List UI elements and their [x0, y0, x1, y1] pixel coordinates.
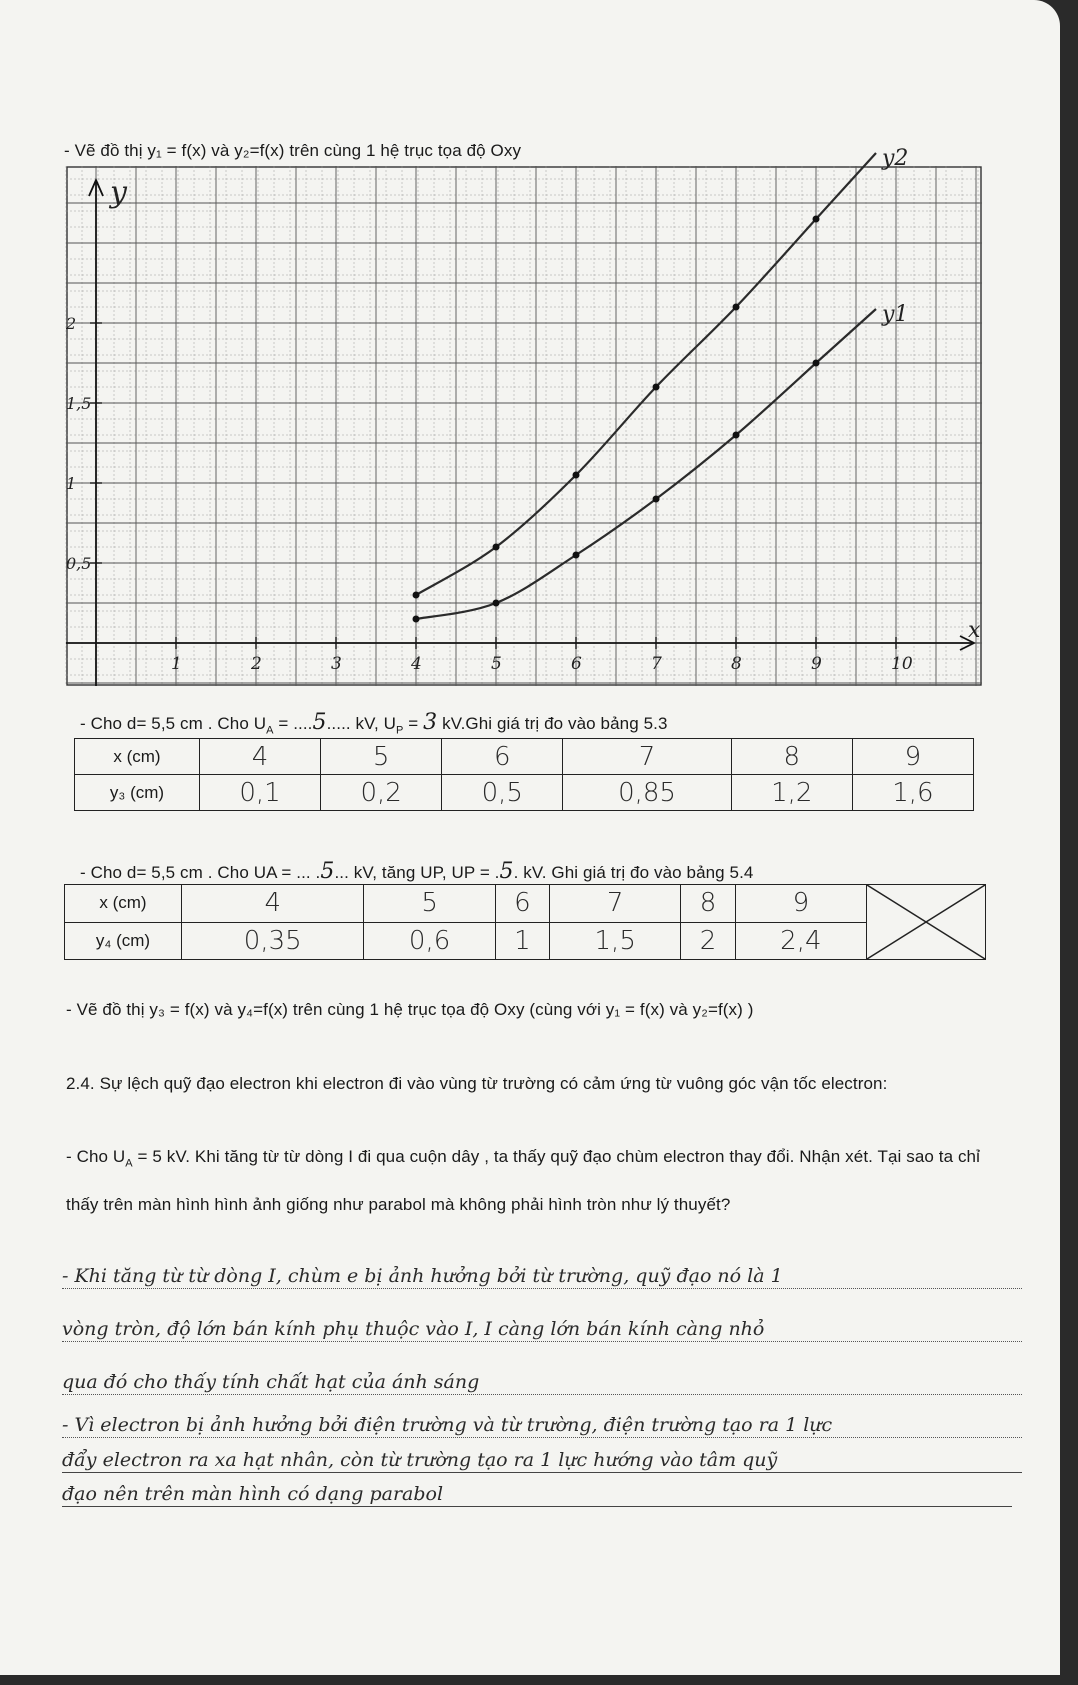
table1-y-cell: 0,1	[200, 775, 321, 811]
table2-x-cell: 4	[182, 885, 364, 923]
table1-y-cell: 0,5	[442, 775, 563, 811]
data-point-y2	[733, 304, 740, 311]
table2-y-cell: 2,4	[735, 922, 866, 960]
table2-x-cell: 6	[495, 885, 549, 923]
x-axis-label: x	[968, 618, 981, 643]
section1-heading: - Vẽ đồ thị y₁ = f(x) và y₂=f(x) trên cùng 1 hệ trục tọa độ Oxy	[64, 141, 522, 160]
section-2-4-title: 2.4. Sự lệch quỹ đạo electron khi electron đi vào vùng từ trường có cảm ứng từ vuông góc vận tốc electron:	[66, 1074, 888, 1093]
data-point-y2	[413, 592, 420, 599]
y-tick-label: 2	[66, 314, 77, 333]
table1-x-cell: 5	[321, 739, 442, 775]
y-tick-label: 1	[66, 474, 77, 493]
series-label-y2: y2	[882, 146, 909, 171]
table2-y-cell: 2	[681, 922, 735, 960]
x-tick-label: 6	[571, 654, 582, 674]
cross-mark-icon	[867, 885, 985, 959]
x-tick-label: 8	[731, 654, 742, 674]
table1-x-cell: 9	[852, 739, 973, 775]
data-point-y1	[493, 600, 500, 607]
table1-x-label: x (cm)	[75, 739, 200, 775]
data-point-y2	[813, 216, 820, 223]
table2-y-row	[65, 922, 986, 960]
data-point-y1	[733, 432, 740, 439]
answer-line-3: qua đó cho thấy tính chất hạt của ánh sáng	[62, 1371, 1022, 1395]
data-point-y1	[413, 616, 420, 623]
crossed-out-cell	[867, 885, 986, 960]
x-tick-label: 1	[171, 654, 182, 674]
table2-x-cell: 7	[550, 885, 681, 923]
answer-line-4: - Vì electron bị ảnh hưởng bởi điện trường và từ trường, điện trường tạo ra 1 lực	[62, 1414, 1022, 1438]
table1-y-cell: 1,6	[852, 775, 973, 811]
data-point-y2	[653, 384, 660, 391]
x-tick-label: 10	[891, 654, 913, 674]
graph-tick-labels	[65, 175, 981, 674]
series-line-y1	[416, 309, 876, 619]
table1-intro-prefix: - Cho d= 5,5 cm . Cho U	[80, 714, 267, 733]
table2-y-cell: 0,35	[182, 922, 364, 960]
y-axis-label: y	[110, 175, 127, 210]
section3-heading: - Vẽ đồ thị y₃ = f(x) và y₄=f(x) trên cùng 1 hệ trục tọa độ Oxy (cùng với y₁ = f(x) và y₂=f(x) )	[66, 1000, 754, 1019]
table1-x-cell: 8	[731, 739, 852, 775]
table1-intro	[80, 710, 668, 736]
section-2-4-question	[66, 1136, 986, 1225]
table2-y-label: y₄ (cm)	[65, 922, 182, 960]
question-prefix: - Cho U	[66, 1147, 126, 1166]
table1-intro-suffix: kV.Ghi giá trị đo vào bảng 5.3	[437, 714, 668, 733]
table2-y-cell: 0,6	[364, 922, 495, 960]
series-line-y2	[416, 153, 876, 595]
table1-y-cell: 1,2	[731, 775, 852, 811]
data-point-y1	[813, 360, 820, 367]
x-tick-label: 3	[331, 654, 342, 674]
graph-frame	[67, 167, 981, 685]
answer-line-2: vòng tròn, độ lớn bán kính phụ thuộc vào I, I càng lớn bán kính càng nhỏ	[62, 1318, 1022, 1342]
table2-y-cell: 1	[495, 922, 549, 960]
table-5-3	[74, 738, 974, 811]
table1-intro-sub-p: P	[396, 724, 404, 737]
data-point-y1	[653, 496, 660, 503]
graph-grid	[66, 166, 982, 686]
answer-line-5: đẩy electron ra xa hạt nhân, còn từ trường tạo ra 1 lực hướng vào tâm quỹ	[62, 1449, 1022, 1473]
table2-intro-mid: ... kV, tăng UP, UP = .	[334, 863, 500, 882]
x-tick-label: 4	[411, 654, 422, 674]
table1-intro-eq: = ....	[273, 714, 313, 733]
answer-line-1: - Khi tăng từ từ dòng I, chùm e bị ảnh hưởng bởi từ trường, quỹ đạo nó là 1	[62, 1265, 1022, 1289]
table1-y-cell: 0,85	[563, 775, 731, 811]
y-tick-label: 0,5	[66, 554, 92, 573]
table1-x-cell: 7	[563, 739, 731, 775]
data-point-y1	[573, 552, 580, 559]
table1-x-cell: 6	[442, 739, 563, 775]
question-sub: A	[125, 1157, 133, 1170]
table2-x-row	[65, 885, 986, 923]
table2-ua-value: 5	[320, 859, 335, 884]
table2-x-label: x (cm)	[65, 885, 182, 923]
table2-x-cell: 5	[364, 885, 495, 923]
table2-x-cell: 9	[735, 885, 866, 923]
table2-intro-suffix: . kV. Ghi giá trị đo vào bảng 5.4	[513, 863, 754, 882]
table1-intro-eq2: =	[403, 714, 424, 733]
table1-x-cell: 4	[200, 739, 321, 775]
x-tick-label: 5	[491, 654, 502, 674]
x-tick-label: 2	[251, 654, 262, 674]
x-tick-label: 7	[651, 654, 662, 674]
table1-up-value: 3	[423, 710, 438, 735]
table1-ua-value: 5	[312, 710, 327, 735]
data-point-y2	[573, 472, 580, 479]
data-point-y2	[493, 544, 500, 551]
table1-y-label: y₃ (cm)	[75, 775, 200, 811]
table1-intro-mid: ..... kV, U	[326, 714, 397, 733]
table2-intro	[80, 859, 754, 884]
table2-y-cell: 1,5	[550, 922, 681, 960]
table2-up-value: 5	[499, 859, 514, 884]
table1-x-row	[75, 739, 974, 775]
table1-y-row	[75, 775, 974, 811]
table2-x-cell: 8	[681, 885, 735, 923]
question-text: = 5 kV. Khi tăng từ từ dòng I đi qua cuộn dây , ta thấy quỹ đạo chùm electron thay đổi. Nhận xét. Tại sao ta chỉ thấy trên màn hình hình ảnh giống như parabol mà không phải hình tròn như lý thuyết?	[66, 1147, 980, 1215]
x-tick-label: 9	[811, 654, 822, 674]
answer-line-6: đạo nên trên màn hình có dạng parabol	[62, 1483, 1012, 1507]
graph-axes	[66, 180, 974, 686]
series-label-y1: y1	[882, 302, 909, 327]
table2-intro-prefix: - Cho d= 5,5 cm . Cho UA = ... .	[80, 863, 321, 882]
y-tick-label: 1,5	[66, 394, 92, 413]
table-5-4	[64, 884, 986, 960]
table1-intro-sub-a: A	[266, 724, 274, 737]
table1-y-cell: 0,2	[321, 775, 442, 811]
